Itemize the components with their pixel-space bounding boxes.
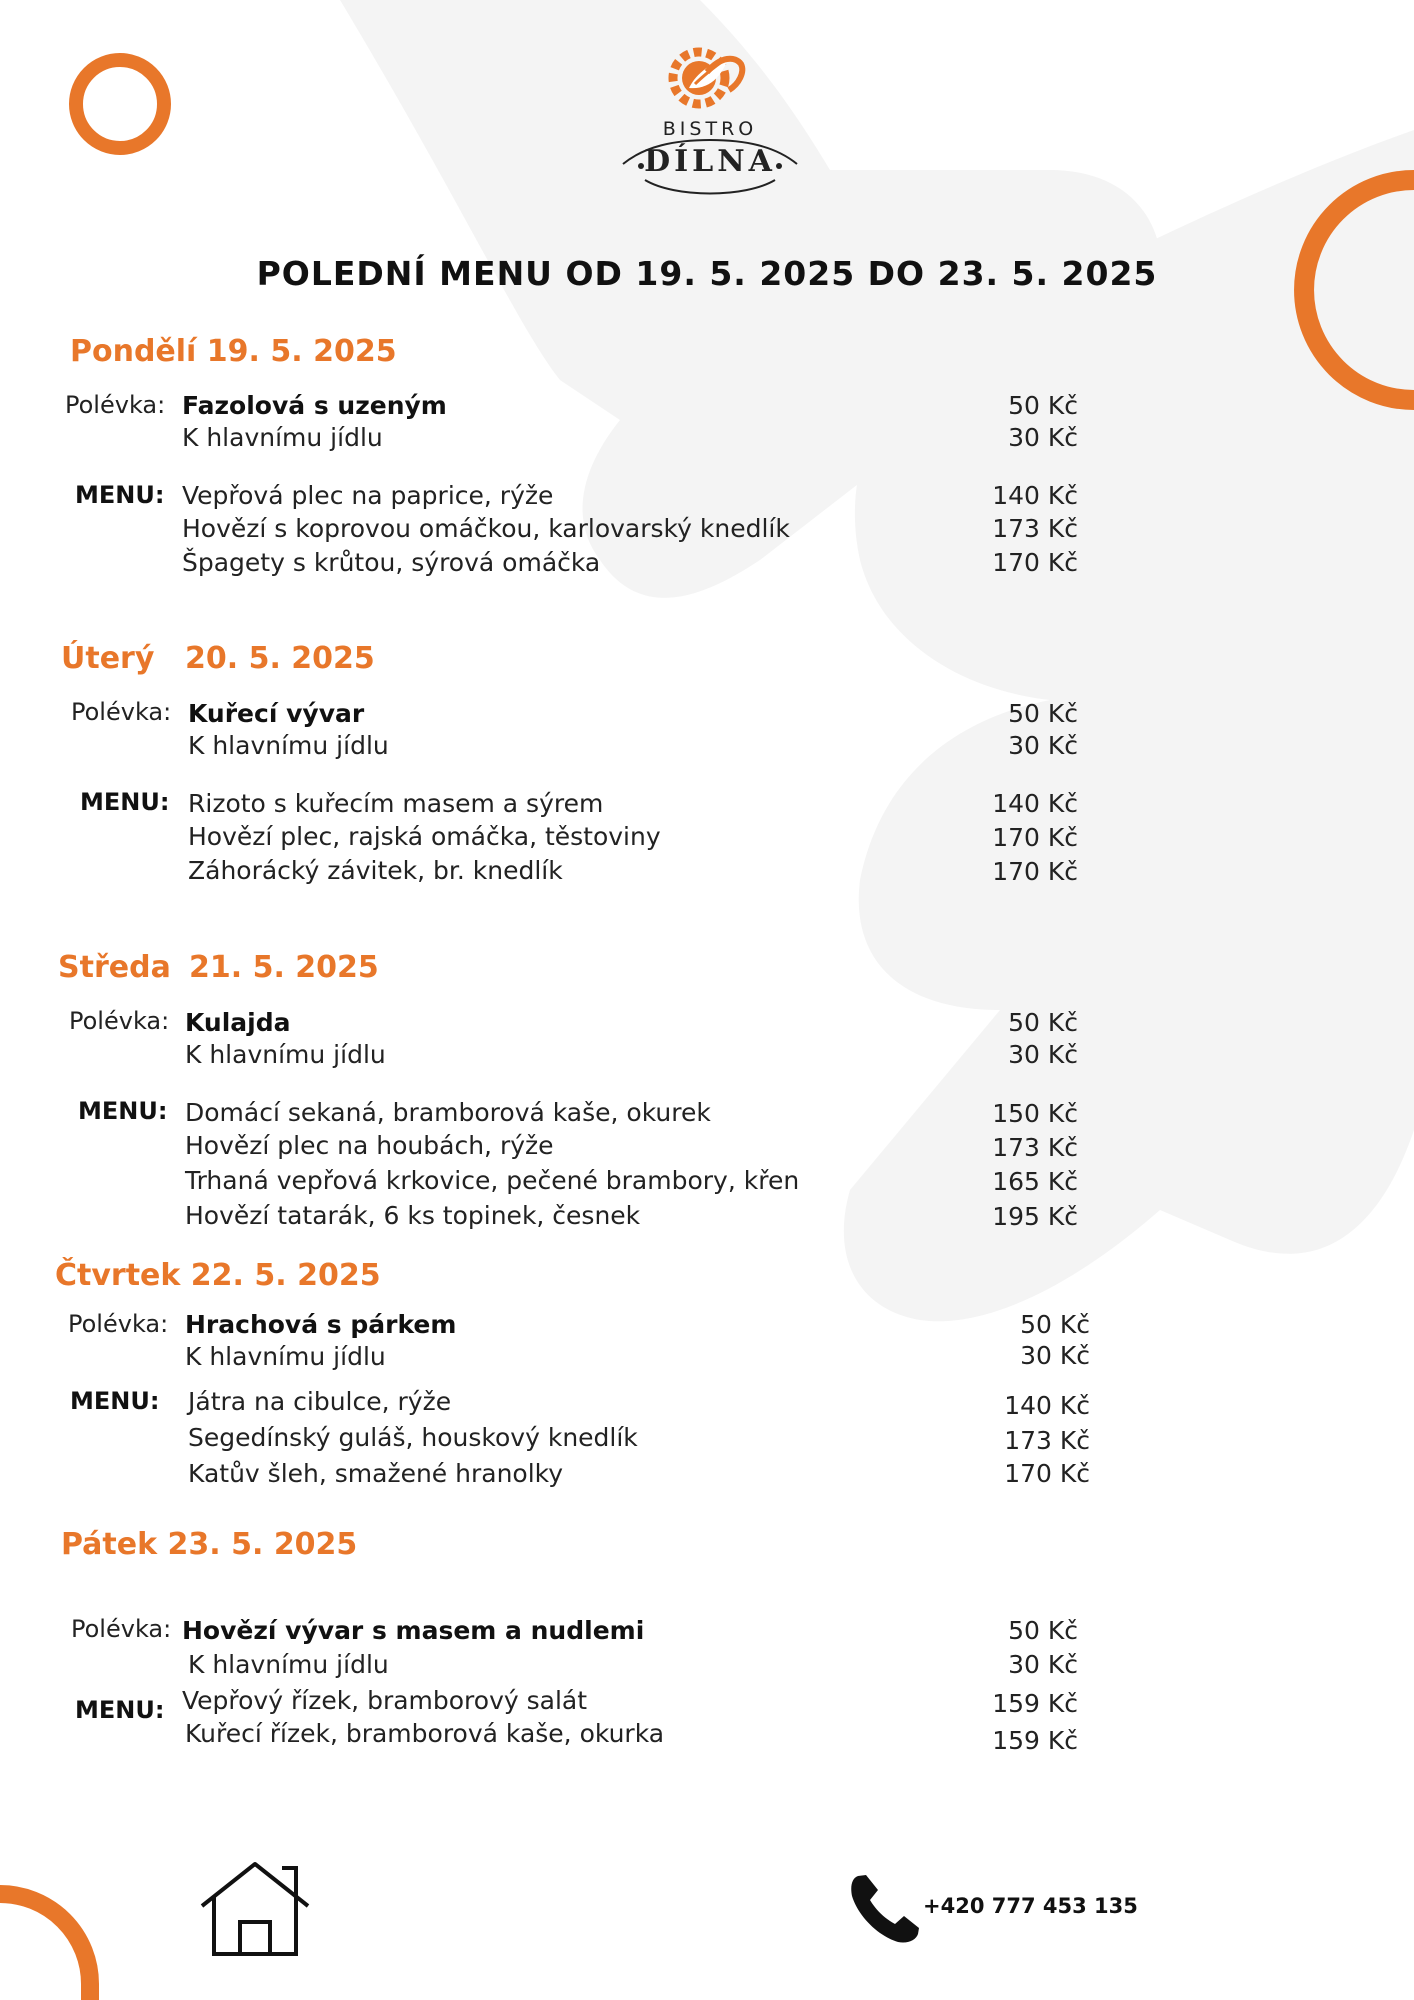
phone-icon	[848, 1870, 924, 1946]
day-heading-wednesday: Středa	[58, 950, 171, 985]
price: 50 Kč	[1008, 1616, 1078, 1645]
menu-item: Vepřový řízek, bramborový salát	[182, 1686, 588, 1715]
menu-item: Záhorácký závitek, br. knedlík	[188, 856, 563, 885]
menu-item: Katův šleh, smažené hranolky	[188, 1459, 564, 1488]
day-heading-thursday: Čtvrtek 22. 5. 2025	[55, 1258, 381, 1293]
soup-label: Polévka:	[71, 1615, 172, 1643]
price: 170 Kč	[992, 823, 1078, 852]
menu-label: MENU:	[80, 788, 170, 816]
price: 30 Kč	[1008, 423, 1078, 452]
price: 165 Kč	[992, 1167, 1078, 1196]
soup-name: Fazolová s uzeným	[182, 391, 447, 420]
menu-item: Hovězí tatarák, 6 ks topinek, česnek	[185, 1201, 641, 1230]
soup-label: Polévka:	[68, 1310, 169, 1338]
day-date: 21. 5. 2025	[189, 950, 379, 985]
menu-item: Hovězí s koprovou omáčkou, karlovarský knedlík	[182, 514, 790, 543]
price: 195 Kč	[992, 1202, 1078, 1231]
price: 30 Kč	[1008, 1040, 1078, 1069]
price: 50 Kč	[1008, 391, 1078, 420]
brand-line-2: DÍLNA	[644, 144, 776, 179]
menu-item: Kuřecí řízek, bramborová kaše, okurka	[185, 1719, 665, 1748]
price: 30 Kč	[1020, 1341, 1090, 1370]
menu-label: MENU:	[70, 1387, 160, 1415]
price: 159 Kč	[992, 1689, 1078, 1718]
menu-item: Trhaná vepřová krkovice, pečené brambory, křen	[185, 1166, 800, 1195]
menu-label: MENU:	[75, 481, 165, 509]
price: 30 Kč	[1008, 1650, 1078, 1679]
soup-name: Kulajda	[185, 1008, 291, 1037]
brand-logo	[615, 40, 805, 210]
page-title: POLEDNÍ MENU OD 19. 5. 2025 DO 23. 5. 2025	[256, 254, 1158, 293]
price: 170 Kč	[1004, 1459, 1090, 1488]
menu-item: Vepřová plec na paprice, rýže	[182, 481, 554, 510]
day-heading-monday: Pondělí 19. 5. 2025	[70, 334, 397, 369]
price: 140 Kč	[1004, 1391, 1090, 1420]
price: 140 Kč	[992, 481, 1078, 510]
side-name: K hlavnímu jídlu	[182, 423, 383, 452]
soup-label: Polévka:	[69, 1007, 170, 1035]
menu-item: Játra na cibulce, rýže	[188, 1387, 452, 1416]
price: 173 Kč	[992, 1133, 1078, 1162]
side-name: K hlavnímu jídlu	[185, 1040, 386, 1069]
price: 173 Kč	[1004, 1426, 1090, 1455]
price: 50 Kč	[1008, 1008, 1078, 1037]
side-name: K hlavnímu jídlu	[188, 1650, 389, 1679]
menu-item: Hovězí plec, rajská omáčka, těstoviny	[188, 822, 661, 851]
home-icon[interactable]	[196, 1858, 314, 1958]
accent-ring-bottom-left	[0, 1894, 90, 2000]
menu-item: Špagety s krůtou, sýrová omáčka	[182, 548, 601, 577]
day-heading-tuesday: Úterý	[61, 641, 155, 676]
side-name: K hlavnímu jídlu	[185, 1342, 386, 1371]
menu-item: Hovězí plec na houbách, rýže	[185, 1131, 554, 1160]
price: 140 Kč	[992, 789, 1078, 818]
price: 150 Kč	[992, 1099, 1078, 1128]
brand-line-1: BISTRO	[662, 118, 758, 140]
menu-item: Rizoto s kuřecím masem a sýrem	[188, 789, 604, 818]
menu-label: MENU:	[78, 1097, 168, 1125]
soup-label: Polévka:	[71, 698, 172, 726]
accent-ring-top-left	[76, 60, 164, 148]
day-date: 20. 5. 2025	[185, 641, 375, 676]
price: 50 Kč	[1008, 699, 1078, 728]
price: 173 Kč	[992, 514, 1078, 543]
gear-logo-icon	[615, 40, 805, 120]
price: 170 Kč	[992, 857, 1078, 886]
phone-number[interactable]: +420 777 453 135	[923, 1894, 1138, 1918]
price: 30 Kč	[1008, 731, 1078, 760]
price: 170 Kč	[992, 548, 1078, 577]
day-heading-friday: Pátek 23. 5. 2025	[61, 1527, 358, 1562]
menu-item: Domácí sekaná, bramborová kaše, okurek	[185, 1098, 711, 1127]
soup-label: Polévka:	[65, 391, 166, 419]
side-name: K hlavnímu jídlu	[188, 731, 389, 760]
price: 50 Kč	[1020, 1310, 1090, 1339]
menu-item: Segedínský guláš, houskový knedlík	[188, 1423, 638, 1452]
price: 159 Kč	[992, 1726, 1078, 1755]
soup-name: Hovězí vývar s masem a nudlemi	[182, 1616, 645, 1645]
soup-name: Kuřecí vývar	[188, 699, 365, 728]
soup-name: Hrachová s párkem	[185, 1310, 457, 1339]
menu-label: MENU:	[75, 1696, 165, 1724]
